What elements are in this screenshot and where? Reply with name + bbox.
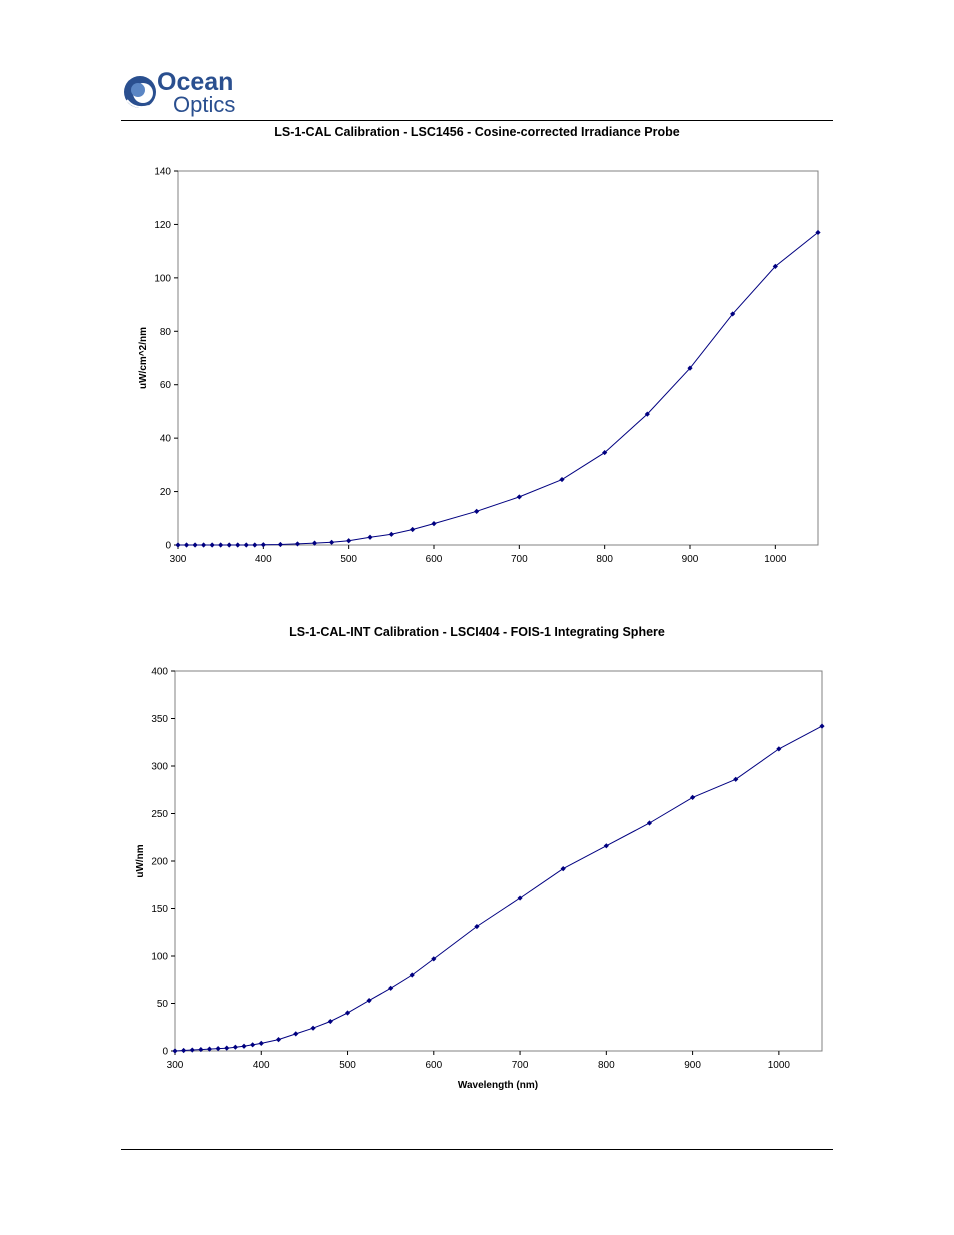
y-tick-label: 140 — [154, 166, 171, 178]
x-tick-label: 400 — [254, 554, 272, 565]
y-tick-label: 120 — [154, 219, 171, 231]
x-tick-label: 300 — [166, 1060, 184, 1071]
logo-word-optics: Optics — [173, 92, 236, 117]
logo-word-ocean: Ocean — [157, 68, 234, 96]
x-tick-label: 500 — [340, 554, 358, 565]
y-tick-label: 80 — [159, 326, 171, 338]
y-tick-label: 100 — [154, 273, 171, 285]
x-tick-label: 1000 — [764, 554, 787, 565]
y-tick-label: 60 — [159, 380, 171, 392]
y-axis-label: uW/nm — [135, 844, 146, 878]
x-tick-label: 900 — [684, 1060, 701, 1071]
x-tick-label: 700 — [510, 554, 528, 565]
x-tick-label: 800 — [596, 554, 614, 565]
chart-1-title: LS-1-CAL Calibration - LSC1456 - Cosine-corrected Irradiance Probe — [274, 125, 680, 139]
y-tick-label: 200 — [151, 856, 168, 868]
y-tick-label: 50 — [156, 999, 168, 1010]
x-tick-label: 800 — [597, 1060, 615, 1071]
x-tick-label: 600 — [425, 554, 443, 565]
y-tick-label: 250 — [151, 809, 168, 820]
chart-2-title: LS-1-CAL-INT Calibration - LSCI404 - FOIS-1 Integrating Sphere — [289, 625, 665, 639]
x-axis-label: Wavelength (nm) — [457, 1080, 539, 1091]
y-tick-label: 100 — [151, 951, 168, 963]
x-tick-label: 1000 — [767, 1060, 790, 1071]
x-tick-label: 500 — [339, 1060, 356, 1071]
x-tick-label: 600 — [425, 1060, 443, 1071]
footer-rule — [121, 1149, 833, 1150]
y-tick-label: 300 — [151, 761, 168, 773]
y-tick-label: 0 — [162, 1046, 168, 1058]
y-axis-label: uW/cm^2/nm — [138, 327, 149, 389]
y-tick-label: 40 — [159, 433, 171, 445]
plot-area — [175, 671, 822, 1051]
y-tick-label: 400 — [151, 666, 168, 678]
x-tick-label: 700 — [511, 1060, 529, 1071]
y-tick-label: 20 — [159, 487, 171, 499]
x-tick-label: 900 — [681, 554, 699, 565]
y-tick-label: 150 — [151, 904, 168, 915]
x-tick-label: 300 — [169, 554, 187, 565]
x-tick-label: 400 — [252, 1060, 270, 1071]
y-tick-label: 350 — [151, 714, 168, 725]
y-tick-label: 0 — [165, 540, 171, 552]
